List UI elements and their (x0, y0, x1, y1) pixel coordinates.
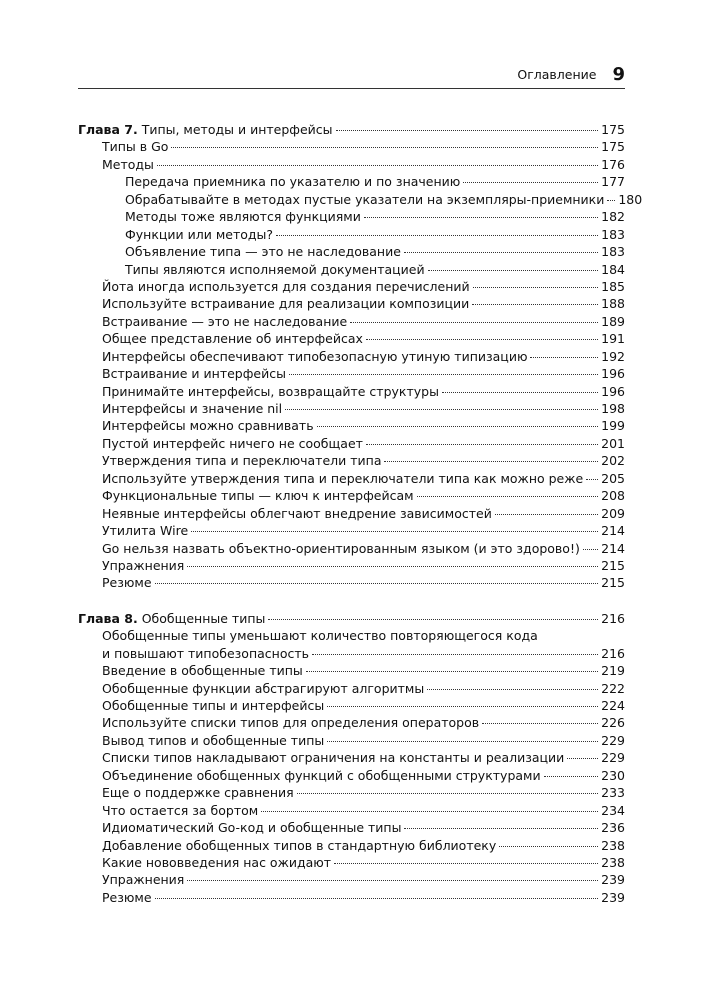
toc-entry-page: 238 (601, 837, 625, 853)
toc-entry (78, 802, 625, 819)
toc-entry-page: 233 (601, 785, 625, 801)
toc-entry (78, 138, 625, 155)
dot-leader (155, 583, 599, 584)
toc-entry-page: 191 (601, 331, 625, 347)
toc-entry-page: 183 (601, 244, 625, 260)
dot-leader (583, 549, 598, 550)
dot-leader (544, 776, 599, 777)
toc-entry-page: 176 (601, 156, 625, 172)
dot-leader (268, 619, 598, 620)
dot-leader (586, 479, 598, 480)
dot-leader (366, 339, 598, 340)
dot-leader (442, 392, 598, 393)
toc-entry (78, 313, 625, 330)
dot-leader (463, 182, 598, 183)
toc-entry-text: Еще о поддержке сравнения (102, 785, 294, 801)
toc-entry (78, 505, 625, 522)
chapter-title: Обобщенные типы (141, 610, 266, 626)
toc-entry (78, 819, 625, 836)
toc-entry-page: 177 (601, 174, 625, 190)
toc-entry (78, 645, 625, 662)
toc-entry-page: 214 (601, 540, 625, 556)
toc-entry-page: 205 (601, 470, 625, 486)
toc-entry (78, 837, 625, 854)
toc-entry-text: Списки типов накладывают ограничения на константы и реализации (102, 750, 565, 766)
toc-entry (78, 435, 625, 452)
toc-entry-page: 182 (601, 209, 625, 225)
toc-entry-page: 180 (618, 191, 643, 207)
toc-subentry (78, 173, 625, 190)
table-of-contents (78, 121, 643, 906)
dot-leader (499, 846, 598, 847)
toc-entry-text: Утверждения типа и переключатели типа (102, 453, 382, 469)
toc-entry (78, 854, 625, 871)
toc-entry-text: Введение в обобщенные типы (102, 663, 303, 679)
toc-entry (78, 871, 625, 888)
toc-entry (78, 574, 625, 591)
toc-entry-page: 198 (601, 401, 625, 416)
dot-leader (191, 531, 598, 532)
toc-entry-page: 175 (601, 139, 625, 155)
toc-entry-text: Функциональные типы — ключ к интерфейсам (102, 488, 414, 504)
dot-leader (530, 357, 598, 358)
toc-entry-page: 229 (601, 750, 625, 766)
chapter-page: 216 (601, 610, 625, 626)
toc-entry-text: Используйте встраивание для реализации композиции (102, 296, 470, 312)
dot-leader (366, 444, 598, 445)
toc-entry-text: Объявление типа — это не наследование (125, 244, 401, 260)
dot-leader (187, 566, 598, 567)
dot-leader (334, 863, 598, 864)
toc-entry-text: Добавление обобщенных типов в стандартную библиотеку (102, 837, 497, 853)
toc-entry-text: Обобщенные типы и интерфейсы (102, 698, 325, 713)
toc-entry-page: 239 (601, 889, 625, 905)
toc-entry (78, 662, 625, 679)
dot-leader (427, 689, 598, 690)
toc-entry (78, 383, 625, 400)
dot-leader (261, 811, 598, 812)
toc-entry-text: Типы в Go (102, 139, 169, 155)
dot-leader (155, 898, 599, 899)
chapter-label: Глава 8. (78, 610, 138, 626)
toc-entry-page: 215 (601, 557, 625, 573)
toc-entry-page: 188 (601, 296, 625, 312)
toc-entry-text: Упражнения (102, 872, 185, 888)
chapter-heading (78, 121, 625, 138)
dot-leader (350, 322, 598, 323)
toc-entry-page: 189 (601, 313, 625, 329)
dot-leader (473, 287, 599, 288)
toc-entry-text: Типы являются исполняемой документацией (125, 261, 425, 277)
toc-entry (78, 452, 625, 469)
dot-leader (567, 758, 598, 759)
dot-leader (285, 409, 598, 410)
dot-leader (472, 304, 598, 305)
toc-entry-page: 185 (601, 278, 625, 294)
toc-entry-text: Передача приемника по указателю и по значению (125, 174, 461, 190)
toc-entry-text: Объединение обобщенных функций с обобщенными структурами (102, 767, 541, 783)
toc-entry (78, 714, 625, 731)
dot-leader (317, 426, 599, 427)
toc-entry-text: Функции или методы? (125, 226, 274, 242)
toc-entry-text: Пустой интерфейс ничего не сообщает (102, 435, 363, 451)
toc-entry-page: 201 (601, 435, 625, 451)
toc-subentry (78, 226, 625, 243)
toc-entry (78, 889, 625, 906)
dot-leader (428, 270, 599, 271)
dot-leader (495, 514, 598, 515)
toc-entry-text: Обобщенные функции абстрагируют алгоритмы (102, 680, 425, 696)
toc-entry (78, 156, 625, 173)
toc-entry (78, 557, 625, 574)
dot-leader (327, 741, 598, 742)
toc-entry-text: Обобщенные типы уменьшают количество повторяющегося кода (102, 628, 538, 644)
toc-entry (78, 767, 625, 784)
dot-leader (306, 671, 598, 672)
toc-entry-page: 238 (601, 854, 625, 870)
toc-entry (78, 348, 625, 365)
toc-entry (78, 749, 625, 766)
toc-entry-page: 183 (601, 226, 625, 242)
toc-entry-text: Методы тоже являются функциями (125, 209, 361, 225)
toc-entry-text: Общее представление об интерфейсах (102, 331, 363, 347)
toc-entry-text: Йота иногда используется для создания перечислений (102, 278, 470, 294)
dot-leader (289, 374, 598, 375)
toc-subentry (78, 261, 625, 278)
dot-leader (312, 654, 598, 655)
toc-entry-text: Используйте списки типов для определения операторов (102, 715, 480, 731)
toc-entry-page: 202 (601, 453, 625, 469)
toc-entry-page: 234 (601, 802, 625, 818)
toc-entry-page: 230 (601, 767, 625, 783)
dot-leader (607, 200, 615, 201)
toc-entry-page: 214 (601, 523, 625, 539)
toc-entry (78, 470, 625, 487)
toc-entry-text: Методы (102, 156, 154, 172)
toc-entry-text: Резюме (102, 889, 152, 905)
toc-entry-text: Встраивание — это не наследование (102, 313, 348, 329)
toc-entry-text: Резюме (102, 575, 152, 591)
toc-entry (78, 697, 625, 714)
toc-entry-page: 226 (601, 715, 625, 731)
dot-leader (276, 235, 598, 236)
toc-entry-text-continued: и повышают типобезопасность (102, 645, 309, 661)
dot-leader (482, 723, 598, 724)
toc-entry (78, 330, 625, 347)
toc-entry-page: 219 (601, 663, 625, 679)
toc-entry (78, 522, 625, 539)
toc-entry-first-line (78, 627, 625, 644)
dot-leader (171, 147, 598, 148)
dot-leader (187, 880, 598, 881)
running-header-title: Оглавление (517, 67, 597, 82)
toc-entry-text: Упражнения (102, 557, 185, 573)
toc-entry (78, 732, 625, 749)
toc-entry (78, 295, 625, 312)
running-header (78, 58, 625, 89)
toc-entry-page: 216 (601, 645, 625, 661)
dot-leader (384, 461, 598, 462)
toc-entry (78, 540, 625, 557)
toc-entry (78, 400, 625, 417)
toc-entry-text: Утилита Wire (102, 523, 189, 539)
toc-entry-text: Go нельзя назвать объектно-ориентированным языком (и это здорово!) (102, 540, 580, 556)
toc-entry-text: Встраивание и интерфейсы (102, 366, 286, 382)
toc-entry-page: 199 (601, 418, 625, 434)
page-number: 9 (612, 64, 625, 85)
chapter-heading (78, 610, 625, 627)
dot-leader (157, 165, 598, 166)
dot-leader (404, 252, 598, 253)
chapter-label: Глава 7. (78, 122, 138, 137)
dot-leader (364, 217, 598, 218)
dot-leader (404, 828, 598, 829)
toc-entry-text: Неявные интерфейсы облегчают внедрение зависимостей (102, 505, 492, 521)
toc-subentry (78, 243, 625, 260)
toc-entry-text: Обрабатывайте в методах пустые указатели на экземпляры-приемники (125, 191, 605, 207)
toc-entry-text: Интерфейсы и значение nil (102, 401, 283, 416)
toc-entry-page: 215 (601, 575, 625, 591)
toc-entry (78, 680, 625, 697)
toc-entry-text: Используйте утверждения типа и переключатели типа как можно реже (102, 470, 584, 486)
toc-entry-text: Что остается за бортом (102, 802, 259, 818)
toc-entry-text: Интерфейсы можно сравнивать (102, 418, 314, 434)
dot-leader (327, 706, 598, 707)
toc-entry-page: 208 (601, 488, 625, 504)
toc-entry-text: Какие нововведения нас ожидают (102, 854, 332, 870)
toc-entry-page: 236 (601, 820, 625, 836)
dot-leader (336, 130, 599, 131)
toc-entry-text: Принимайте интерфейсы, возвращайте структуры (102, 383, 439, 399)
toc-entry-text: Вывод типов и обобщенные типы (102, 732, 325, 748)
toc-entry-page: 224 (601, 698, 625, 713)
toc-entry-page: 239 (601, 872, 625, 888)
chapter-page: 175 (601, 122, 625, 137)
toc-entry-text: Идиоматический Go-код и обобщенные типы (102, 820, 402, 836)
toc-entry (78, 784, 625, 801)
toc-entry-page: 229 (601, 732, 625, 748)
toc-entry-text: Интерфейсы обеспечивают типобезопасную утиную типизацию (102, 348, 528, 364)
toc-entry-page: 196 (601, 383, 625, 399)
toc-entry-page: 209 (601, 505, 625, 521)
dot-leader (417, 496, 599, 497)
toc-entry (78, 278, 625, 295)
chapter-title: Типы, методы и интерфейсы (141, 122, 333, 137)
toc-entry-page: 192 (601, 348, 625, 364)
toc-entry (78, 487, 625, 504)
toc-entry-page: 196 (601, 366, 625, 382)
toc-entry-page: 222 (601, 680, 625, 696)
dot-leader (297, 793, 598, 794)
toc-entry (78, 417, 625, 434)
chapter-spacer (78, 592, 625, 610)
toc-entry-page: 184 (601, 261, 625, 277)
toc-subentry (78, 191, 643, 208)
toc-entry (78, 365, 625, 382)
toc-subentry (78, 208, 625, 225)
